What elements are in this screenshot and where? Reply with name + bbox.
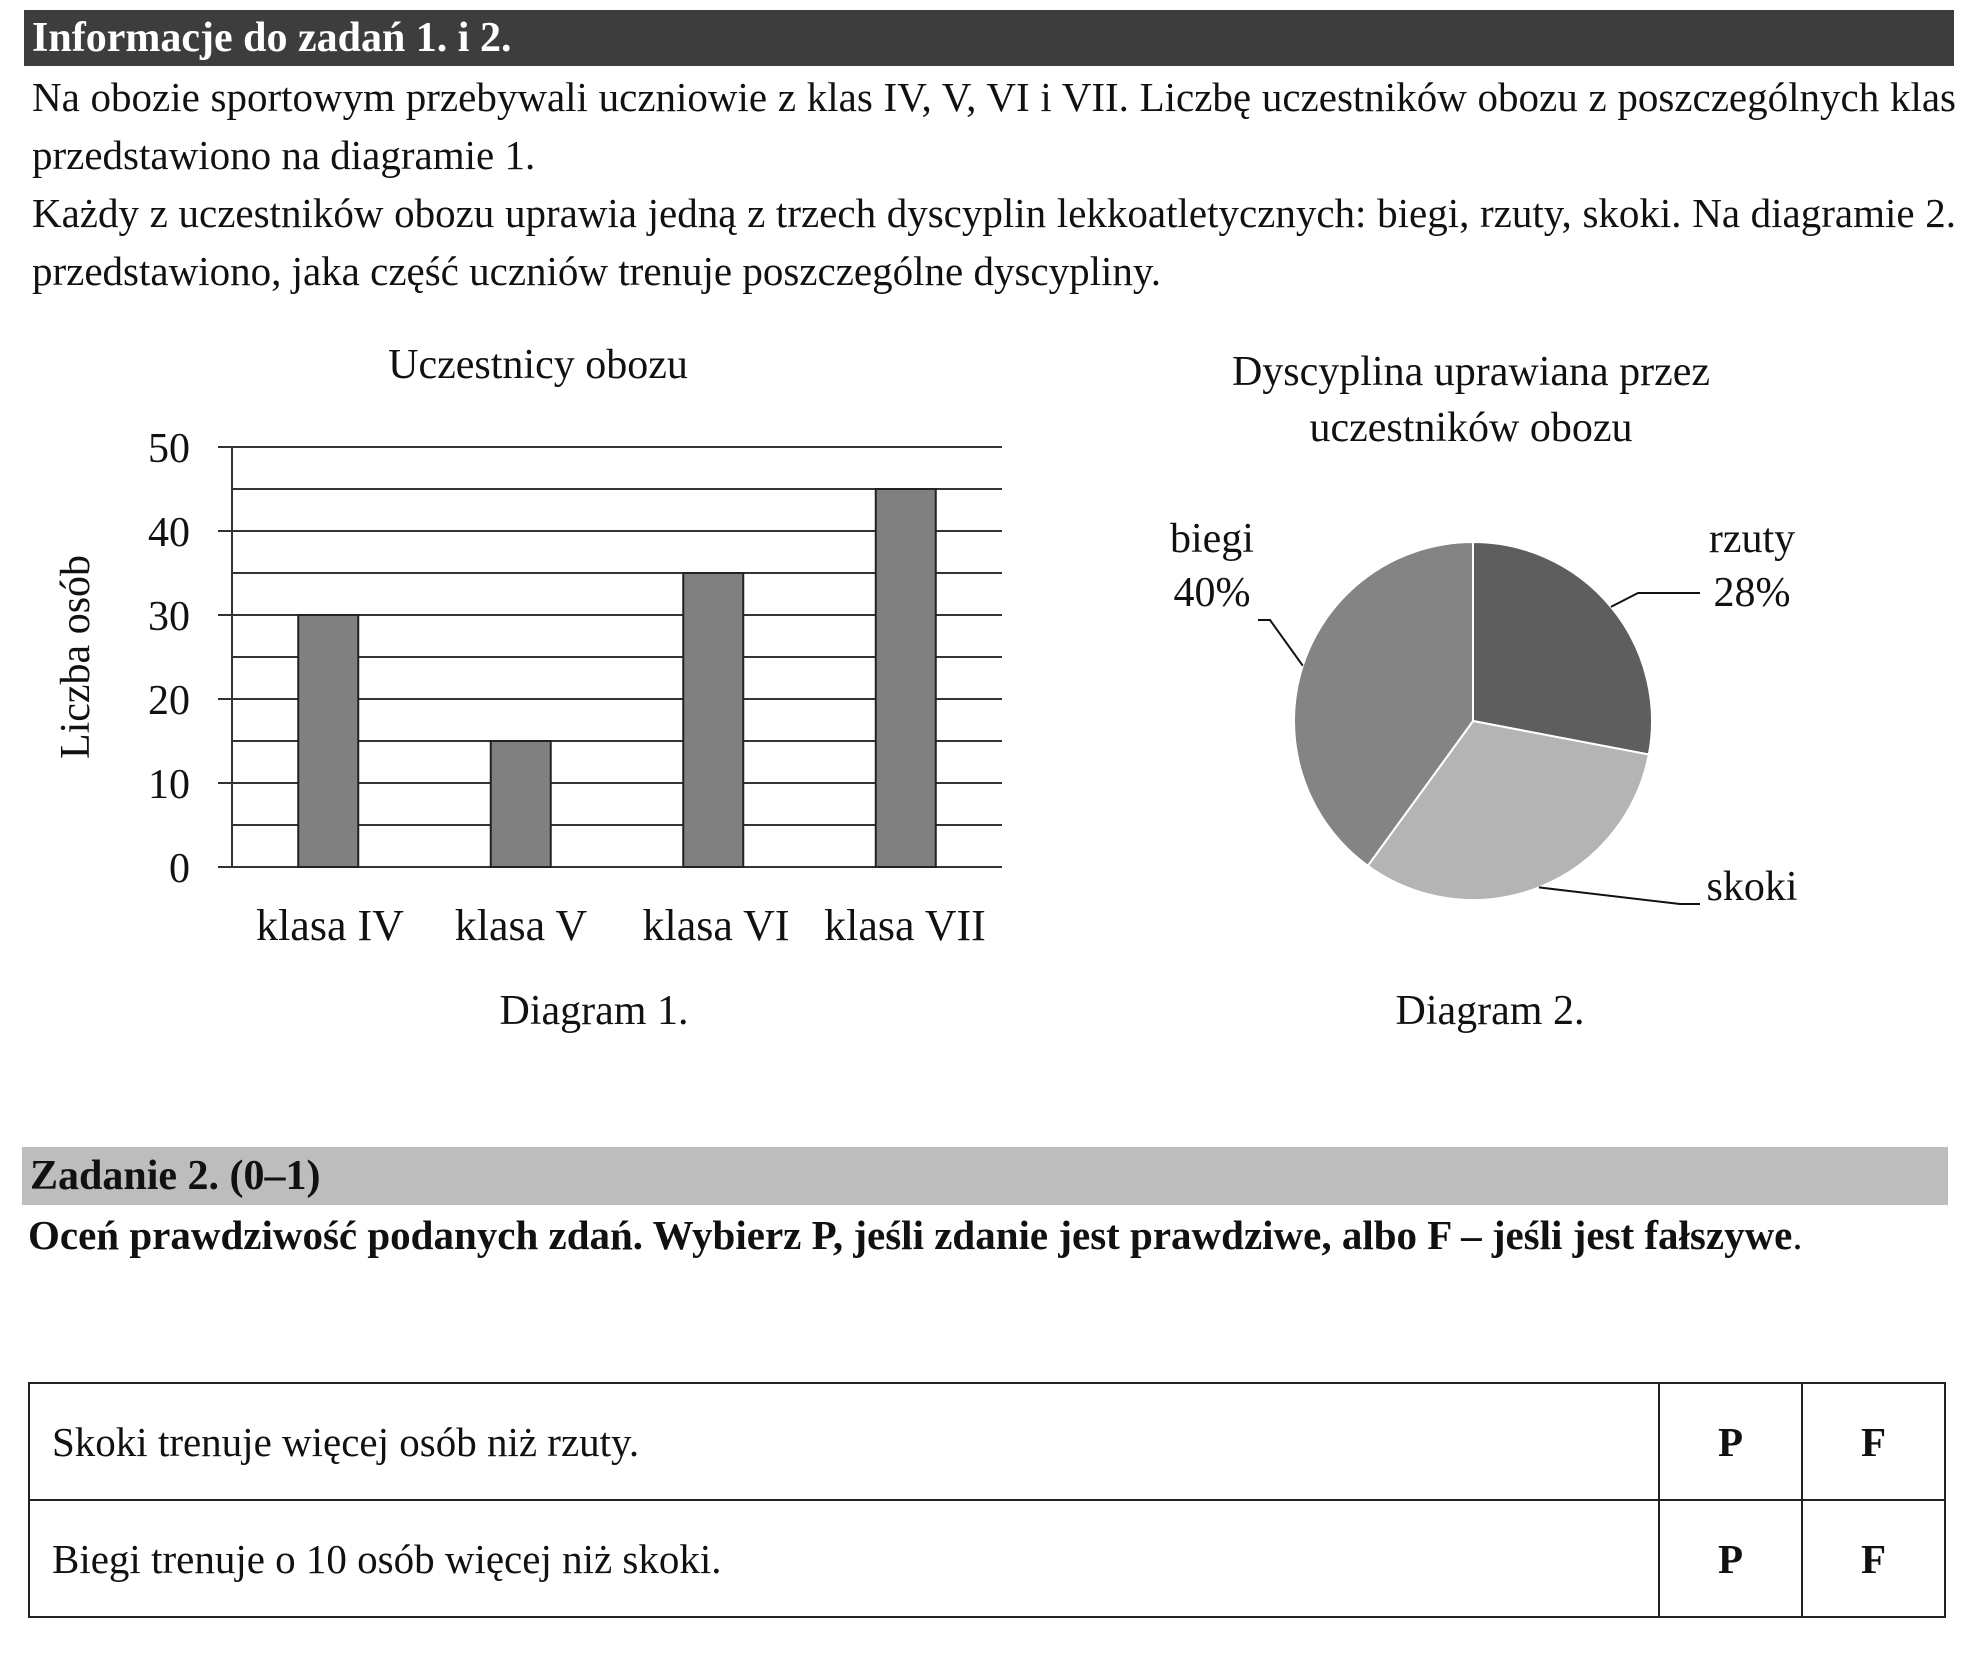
task-instruction-end: . <box>1792 1212 1803 1258</box>
y-tick-label: 20 <box>148 678 190 724</box>
table-row <box>29 1383 1945 1500</box>
task-header: Zadanie 2. (0–1) <box>22 1147 1948 1205</box>
y-tick-label: 30 <box>148 594 190 640</box>
task-instruction-bold: Oceń prawdziwość podanych zdań. Wybierz P, jeśli zdanie jest prawdziwe, albo F – jeśli jest fałszywe <box>28 1212 1793 1258</box>
x-category-label: klasa IV <box>256 901 404 950</box>
true-false-table <box>28 1382 1946 1618</box>
task-instruction <box>28 1205 1952 1265</box>
x-category-label: klasa VI <box>642 901 790 950</box>
leader-line-skoki <box>1539 887 1700 904</box>
pie-chart-title-line: Dyscyplina uprawiana przez <box>1231 349 1711 395</box>
pie-slice-rzuty <box>1473 542 1652 755</box>
info-body <box>32 68 1956 300</box>
charts-area <box>0 320 1972 1040</box>
y-tick-label: 0 <box>169 846 190 892</box>
pie-label-rzuty-pct: 28% <box>1713 570 1791 616</box>
diagram-caption: Diagram 2. <box>1395 988 1585 1034</box>
pie-label-biegi-pct: 40% <box>1173 570 1251 616</box>
leader-line-biegi <box>1258 620 1303 666</box>
bar <box>876 489 936 867</box>
info-header: Informacje do zadań 1. i 2. <box>24 10 1954 66</box>
bar-chart-title: Uczestnicy obozu <box>388 342 688 388</box>
statement-text: Skoki trenuje więcej osób niż rzuty. <box>29 1383 1659 1500</box>
x-category-label: klasa VII <box>824 901 986 950</box>
bar <box>491 741 551 867</box>
option-p-button[interactable]: P <box>1659 1500 1802 1617</box>
pie-chart-diagram-2 <box>1170 349 1798 1034</box>
x-category-label: klasa V <box>454 901 588 950</box>
pie-label-biegi-name: biegi <box>1170 516 1254 562</box>
option-f-button[interactable]: F <box>1802 1500 1945 1617</box>
leader-line-rzuty <box>1611 593 1700 607</box>
y-axis-label: Liczba osób <box>53 554 99 760</box>
y-tick-label: 40 <box>148 510 190 556</box>
bar-chart-diagram-1 <box>53 342 1002 1034</box>
bar <box>298 615 358 867</box>
pie-label-skoki-name: skoki <box>1706 864 1798 910</box>
table-row <box>29 1500 1945 1617</box>
y-tick-label: 50 <box>148 426 190 472</box>
diagram-caption: Diagram 1. <box>499 988 689 1034</box>
option-p-button[interactable]: P <box>1659 1383 1802 1500</box>
info-paragraph-2: Każdy z uczestników obozu uprawia jedną z trzech dyscyplin lekkoatletycznych: biegi, rzuty, skoki. Na diagramie 2. przedstawiono, jaka część uczniów trenuje poszczególne dyscypliny. <box>32 190 1956 294</box>
y-tick-label: 10 <box>148 762 190 808</box>
option-f-button[interactable]: F <box>1802 1383 1945 1500</box>
pie-chart-title-line: uczestników obozu <box>1309 405 1633 451</box>
pie-label-rzuty-name: rzuty <box>1708 516 1796 562</box>
statement-text: Biegi trenuje o 10 osób więcej niż skoki. <box>29 1500 1659 1617</box>
info-paragraph-1: Na obozie sportowym przebywali uczniowie z klas IV, V, VI i VII. Liczbę uczestników obozu z poszczególnych klas przedstawiono na diagramie 1. <box>32 74 1956 178</box>
bar <box>683 573 743 867</box>
